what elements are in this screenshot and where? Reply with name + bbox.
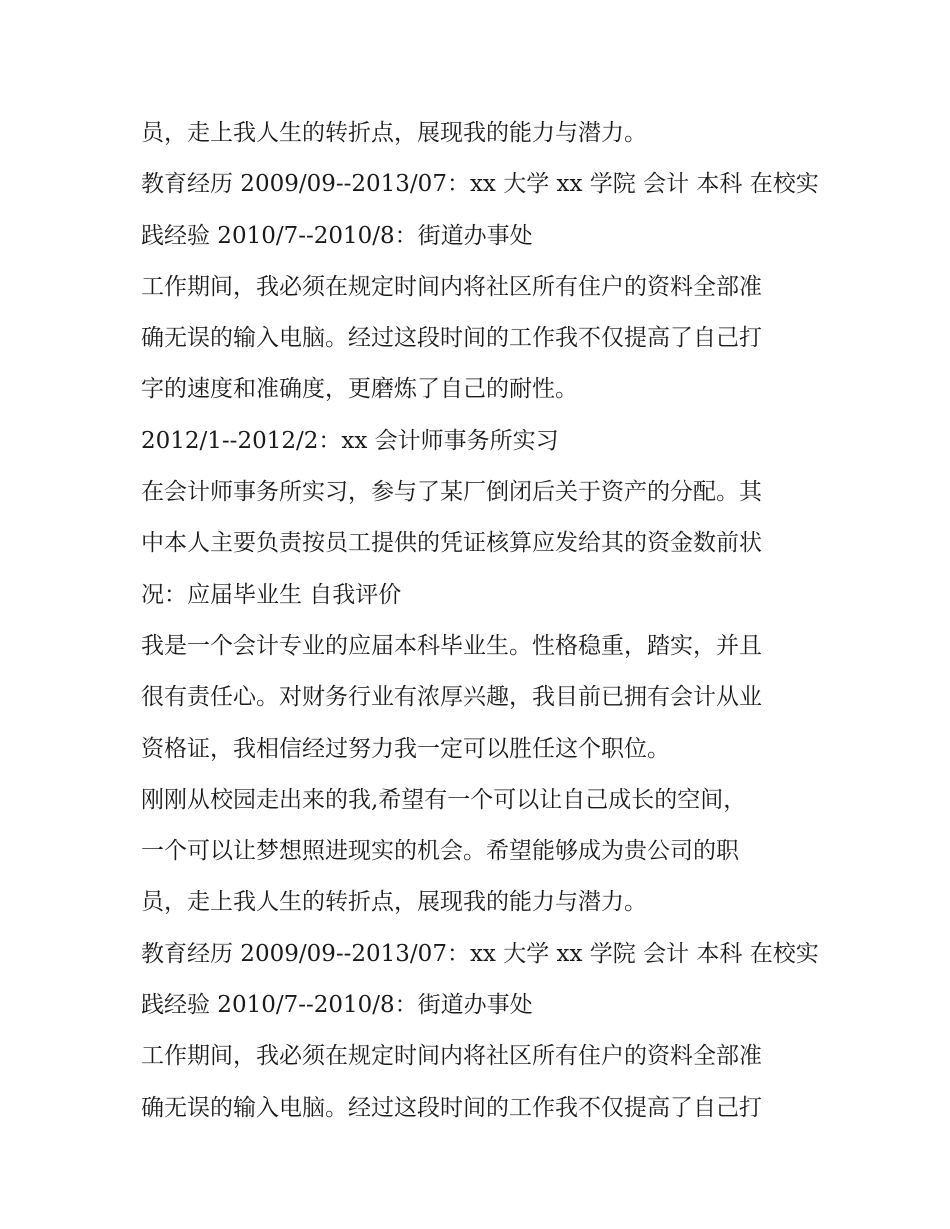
text-line: 我是一个会计专业的应届本科毕业生。性格稳重，踏实，并且	[141, 632, 762, 659]
text-line: 资格证，我相信经过努力我一定可以胜任这个职位。	[141, 735, 670, 762]
text-line: 员，走上我人生的转折点，展现我的能力与潜力。	[141, 120, 647, 146]
text-line: 刚刚从校园走出来的我,希望有一个可以让自己成长的空间，	[141, 786, 747, 813]
text-line: 员，走上我人生的转折点，展现我的能力与潜力。	[141, 889, 647, 916]
text-line: 中本人主要负责按员工提供的凭证核算应发给其的资金数前状	[141, 530, 762, 557]
text-line: 很有责任心。对财务行业有浓厚兴趣，我目前已拥有会计从业	[141, 684, 762, 711]
text-line: 教育经历 2009/09--2013/07：xx 大学 xx 学院 会计 本科 在校实	[141, 171, 819, 198]
text-line: 践经验 2010/7--2010/8：街道办事处	[141, 222, 533, 249]
text-line: 2012/1--2012/2：xx 会计师事务所实习	[141, 427, 559, 454]
document-body	[141, 108, 821, 1134]
text-line: 践经验 2010/7--2010/8：街道办事处	[141, 992, 533, 1019]
text-line: 教育经历 2009/09--2013/07：xx 大学 xx 学院 会计 本科 在校实	[141, 940, 819, 967]
text-line: 工作期间，我必须在规定时间内将社区所有住户的资料全部准	[141, 273, 762, 300]
text-line: 确无误的输入电脑。经过这段时间的工作我不仅提高了自己打	[141, 1094, 762, 1121]
text-line: 工作期间，我必须在规定时间内将社区所有住户的资料全部准	[141, 1043, 762, 1070]
text-line: 确无误的输入电脑。经过这段时间的工作我不仅提高了自己打	[141, 325, 762, 352]
text-line: 在会计师事务所实习，参与了某厂倒闭后关于资产的分配。其	[141, 479, 762, 506]
text-line: 况：应届毕业生 自我评价	[141, 581, 402, 608]
text-line: 字的速度和准确度，更磨炼了自己的耐性。	[141, 376, 578, 403]
text-line: 一个可以让梦想照进现实的机会。希望能够成为贵公司的职	[141, 838, 739, 865]
